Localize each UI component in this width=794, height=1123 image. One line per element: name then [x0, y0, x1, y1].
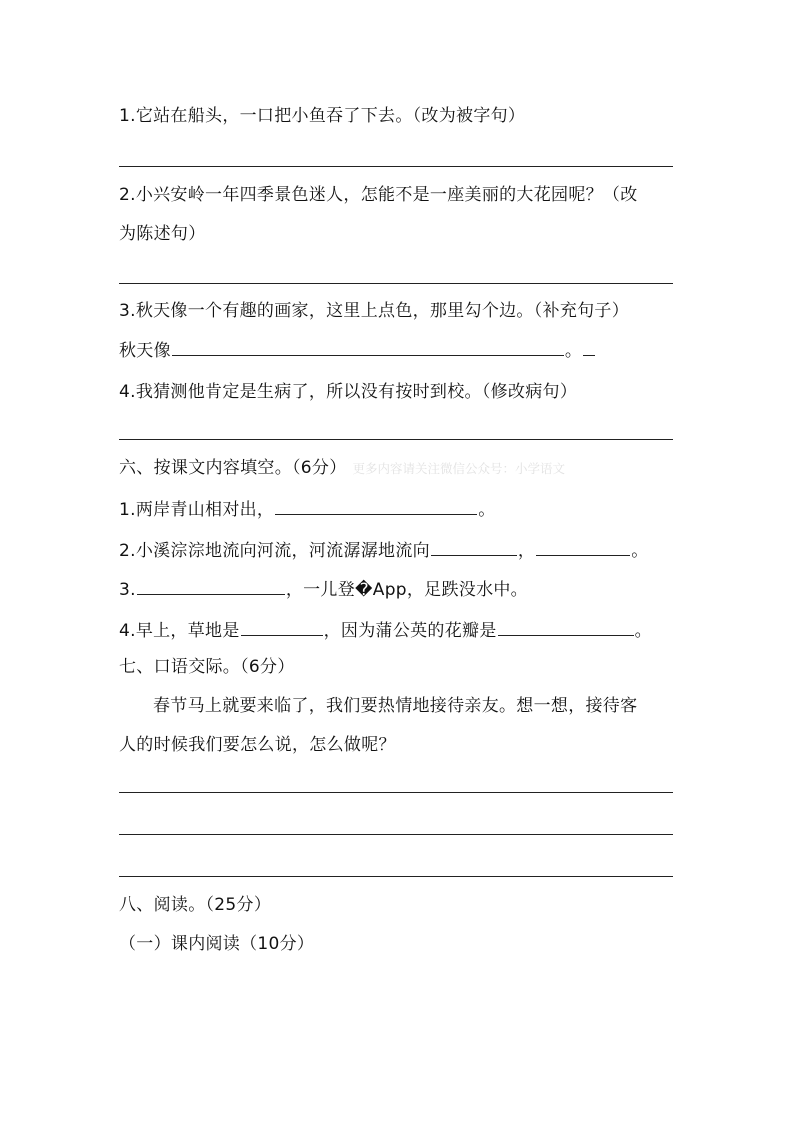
watermark-text: 更多内容请关注微信公众号：小学语文: [352, 461, 566, 476]
q5-item2-line2: 为陈述句）: [119, 224, 206, 244]
section7-heading: 七、口语交际。（6分）: [119, 657, 295, 677]
s6-item3-num: 3.: [119, 580, 136, 600]
s6-item2-text: 2.小溪淙淙地流向河流，河流潺潺地流向: [119, 541, 430, 561]
s6-item2-end: 。: [631, 541, 649, 561]
answer-line-4[interactable]: [119, 439, 673, 440]
s6-item1-end: 。: [478, 500, 496, 520]
section6-heading: [119, 456, 565, 481]
s6-item1-text: 1.两岸青山相对出，: [119, 500, 275, 520]
s6-item4-mid: ，因为蒲公英的花瓣是: [323, 621, 497, 641]
s6-item3-blank[interactable]: [137, 576, 285, 595]
s6-item2: [119, 537, 649, 563]
section8-heading: 八、阅读。（25分）: [119, 895, 272, 915]
section6-title: 六、按课文内容填空。（6分）: [119, 458, 347, 478]
s6-item1-blank[interactable]: [275, 496, 477, 515]
s6-item2-blank2[interactable]: [536, 537, 630, 556]
answer-line-1[interactable]: [119, 166, 673, 167]
q5-item3-line1: 3.秋天像一个有趣的画家，这里上点色，那里勾个边。（补充句子）: [119, 301, 630, 321]
s7-paragraph-line1: 春节马上就要来临了，我们要热情地接待亲友。想一想，接待客: [153, 696, 638, 716]
s6-item3: [119, 576, 528, 602]
q5-item1: 1.它站在船头，一口把小鱼吞了下去。（改为被字句）: [119, 106, 526, 126]
writing-line-3[interactable]: [119, 876, 673, 877]
section8-subheading: （一）课内阅读（10分）: [119, 934, 315, 954]
s7-paragraph-line2: 人的时候我们要怎么说，怎么做呢？: [119, 735, 396, 755]
s6-item4-blank1[interactable]: [241, 617, 323, 636]
item3-end: 。: [564, 341, 583, 361]
s6-item3-text: ，一儿登�App，足跌没水中。: [285, 580, 528, 600]
item3-prefix: 秋天像: [119, 341, 171, 361]
s6-item1: [119, 496, 496, 522]
s6-item2-mid: ，: [517, 541, 536, 561]
s6-item4-blank2[interactable]: [498, 617, 634, 636]
q5-item3-line2: [119, 337, 596, 363]
writing-line-1[interactable]: [119, 792, 673, 793]
writing-line-2[interactable]: [119, 834, 673, 835]
answer-line-2[interactable]: [119, 283, 673, 284]
s6-item4-end: 。: [634, 621, 652, 641]
item3-fill-blank[interactable]: [172, 337, 564, 356]
q5-item2-line1: 2.小兴安岭一年四季景色迷人，怎能不是一座美丽的大花园呢？（改: [119, 185, 638, 205]
s6-item4: [119, 617, 652, 643]
q5-item4: 4.我猜测他肯定是生病了，所以没有按时到校。（修改病句）: [119, 382, 578, 402]
s6-item4-text: 4.早上，草地是: [119, 621, 240, 641]
item3-tail-rule: [583, 337, 595, 356]
s6-item2-blank1[interactable]: [431, 537, 517, 556]
